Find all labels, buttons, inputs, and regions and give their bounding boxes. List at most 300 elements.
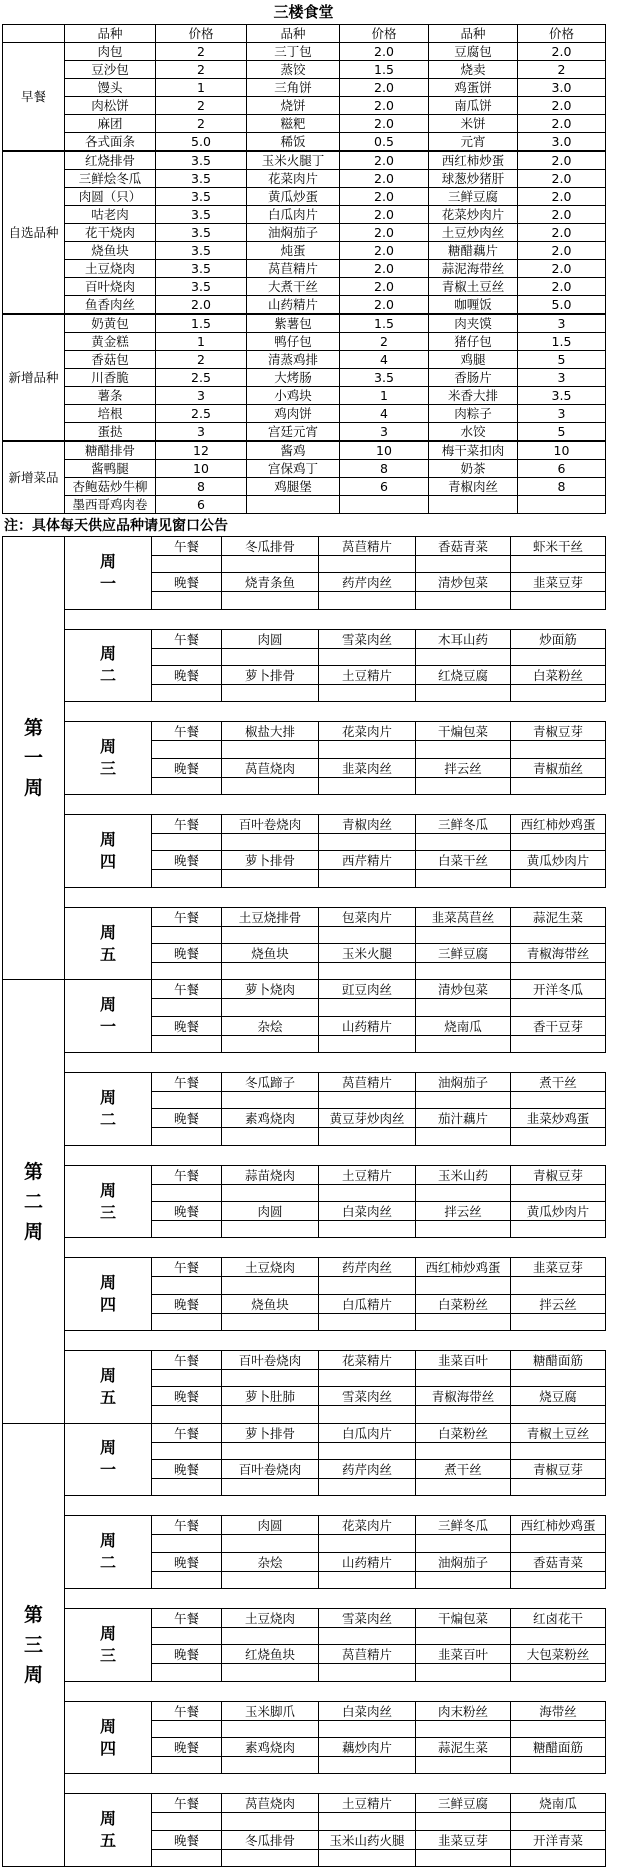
empty-cell	[319, 1757, 416, 1774]
dinner-label: 晚餐	[152, 1109, 222, 1128]
empty-cell	[152, 592, 222, 609]
item-price: 2.0	[340, 242, 429, 260]
empty-cell	[152, 1035, 222, 1052]
spacer-cell	[65, 1331, 606, 1351]
item-name: 花菜肉片	[247, 170, 340, 188]
day-label-char: 三	[99, 759, 116, 779]
dinner-label: 晚餐	[152, 1552, 222, 1571]
day-label-char: 周	[99, 1809, 116, 1829]
dish-cell: 百叶卷烧肉	[222, 815, 319, 834]
dish-cell: 烧鱼块	[222, 1294, 319, 1313]
empty-cell	[511, 1035, 606, 1052]
empty-cell	[416, 1406, 511, 1423]
empty-cell	[416, 1478, 511, 1495]
dish-cell: 白菜粉丝	[416, 1294, 511, 1313]
empty-cell	[511, 1221, 606, 1238]
empty-cell	[511, 963, 606, 980]
item-name: 大烤肠	[247, 369, 340, 387]
empty-cell	[152, 777, 222, 794]
item-price: 2.0	[340, 151, 429, 170]
dish-cell: 西芹精片	[319, 851, 416, 870]
item-name: 三角饼	[247, 79, 340, 97]
day-label-char: 周	[99, 551, 116, 571]
page-title: 三楼食堂	[273, 3, 334, 21]
item-name: 土豆炒肉丝	[429, 224, 518, 242]
day-label	[65, 907, 152, 980]
item-name: 黄金糕	[65, 333, 156, 351]
empty-cell	[152, 1277, 222, 1294]
empty-cell	[416, 1757, 511, 1774]
lunch-label: 午餐	[152, 1516, 222, 1535]
empty-cell	[511, 1757, 606, 1774]
menu-row	[3, 387, 606, 405]
item-price: 2.0	[340, 97, 429, 115]
section-label: 早餐	[3, 43, 65, 152]
spacer-cell	[65, 887, 606, 907]
item-price: 5	[518, 423, 606, 442]
dish-cell: 干煸包菜	[416, 1609, 511, 1628]
empty-cell	[511, 1442, 606, 1459]
day-label-char: 四	[99, 1738, 116, 1758]
empty-cell	[319, 834, 416, 851]
day-label-char: 周	[99, 644, 116, 664]
item-price: 2	[518, 61, 606, 79]
item-name: 奶黄包	[65, 314, 156, 333]
week-row	[3, 537, 606, 556]
item-price: 2.0	[340, 170, 429, 188]
empty-cell	[511, 777, 606, 794]
item-name: 稀饭	[247, 133, 340, 152]
dish-cell: 三鲜冬瓜	[416, 1516, 511, 1535]
empty-cell	[319, 684, 416, 701]
dish-cell: 开洋青菜	[511, 1830, 606, 1849]
item-price: 2.0	[518, 278, 606, 296]
day-label-char: 五	[99, 944, 116, 964]
spacer-cell	[65, 702, 606, 722]
spacer-cell	[65, 794, 606, 814]
dish-cell: 三鲜冬瓜	[416, 815, 511, 834]
item-name	[247, 496, 340, 514]
week-row	[3, 980, 606, 999]
empty-cell	[319, 870, 416, 887]
dish-cell: 花菜肉片	[319, 722, 416, 741]
day-label	[65, 1423, 152, 1496]
dish-cell: 黄瓜炒肉片	[511, 851, 606, 870]
day-label-char: 四	[99, 1295, 116, 1315]
item-price: 5.0	[518, 296, 606, 315]
item-price: 1	[156, 333, 247, 351]
item-price: 12	[156, 441, 247, 460]
item-name: 肉粽子	[429, 405, 518, 423]
menu-row	[3, 278, 606, 296]
dish-cell: 白瓜肉片	[319, 1423, 416, 1442]
day-label	[65, 815, 152, 888]
dish-cell: 油焖茄子	[416, 1073, 511, 1092]
empty-cell	[511, 1277, 606, 1294]
empty-cell	[152, 1478, 222, 1495]
item-price: 2	[156, 97, 247, 115]
dish-cell: 拌云丝	[511, 1294, 606, 1313]
menu-row	[3, 260, 606, 278]
empty-cell	[319, 1221, 416, 1238]
day-label-char: 周	[99, 1273, 116, 1293]
item-name: 清蒸鸡排	[247, 351, 340, 369]
item-price: 3	[518, 405, 606, 423]
empty-cell	[152, 1628, 222, 1645]
empty-cell	[222, 777, 319, 794]
item-price: 3.5	[156, 188, 247, 206]
item-price: 1	[156, 79, 247, 97]
dish-cell: 干煸包菜	[416, 722, 511, 741]
dish-cell: 椒盐大排	[222, 722, 319, 741]
week-row	[3, 609, 606, 629]
item-name: 紫薯包	[247, 314, 340, 333]
dish-cell: 白菜粉丝	[511, 665, 606, 684]
empty-cell	[152, 1813, 222, 1830]
dish-cell: 茄汁藕片	[416, 1109, 511, 1128]
dish-cell: 白菜粉丝	[416, 1423, 511, 1442]
empty-cell	[511, 1664, 606, 1681]
empty-cell	[319, 926, 416, 943]
dish-cell: 雪菜肉丝	[319, 1387, 416, 1406]
dish-cell: 藕炒肉片	[319, 1738, 416, 1757]
item-name: 油焖茄子	[247, 224, 340, 242]
dinner-label: 晚餐	[152, 758, 222, 777]
dinner-label: 晚餐	[152, 573, 222, 592]
dish-cell: 山药精片	[319, 1016, 416, 1035]
dish-cell: 冬瓜排骨	[222, 537, 319, 556]
dish-cell: 拌云丝	[416, 1202, 511, 1221]
empty-cell	[319, 1128, 416, 1145]
section-label: 新增菜品	[3, 441, 65, 514]
dish-cell: 萝卜肚肺	[222, 1387, 319, 1406]
item-name: 烧鱼块	[65, 242, 156, 260]
item-price: 10	[340, 441, 429, 460]
dish-cell: 玉米山药火腿	[319, 1830, 416, 1849]
dish-cell: 韭菜莴苣丝	[416, 907, 511, 926]
column-header: 价格	[156, 25, 247, 43]
empty-cell	[511, 1478, 606, 1495]
empty-cell	[222, 1849, 319, 1866]
empty-cell	[511, 926, 606, 943]
empty-cell	[152, 648, 222, 665]
menu-row	[3, 97, 606, 115]
menu-row	[3, 314, 606, 333]
menu-row	[3, 242, 606, 260]
week-row	[3, 815, 606, 834]
item-name: 烧卖	[429, 61, 518, 79]
item-name: 肉夹馍	[429, 314, 518, 333]
empty-cell	[152, 1184, 222, 1201]
empty-cell	[416, 1849, 511, 1866]
empty-cell	[222, 1035, 319, 1052]
item-price: 0.5	[340, 133, 429, 152]
item-name: 猪仔包	[429, 333, 518, 351]
item-name: 肉松饼	[65, 97, 156, 115]
week-row	[3, 794, 606, 814]
empty-cell	[222, 1128, 319, 1145]
empty-cell	[416, 963, 511, 980]
item-price: 2	[156, 43, 247, 61]
empty-cell	[319, 1720, 416, 1737]
dish-cell: 杂烩	[222, 1552, 319, 1571]
empty-cell	[152, 684, 222, 701]
dish-cell: 土豆精片	[319, 665, 416, 684]
day-label	[65, 1351, 152, 1424]
item-name: 培根	[65, 405, 156, 423]
dinner-label: 晚餐	[152, 1738, 222, 1757]
week-row	[3, 1165, 606, 1184]
empty-cell	[319, 1406, 416, 1423]
empty-cell	[222, 1442, 319, 1459]
item-name: 蛋挞	[65, 423, 156, 442]
item-price: 2.0	[518, 97, 606, 115]
empty-cell	[152, 1571, 222, 1588]
empty-cell	[152, 741, 222, 758]
item-name: 各式面条	[65, 133, 156, 152]
empty-cell	[319, 592, 416, 609]
item-price: 2.0	[518, 206, 606, 224]
empty-cell	[152, 1757, 222, 1774]
day-label-char: 五	[99, 1831, 116, 1851]
day-label	[65, 537, 152, 610]
week-row	[3, 1794, 606, 1813]
empty-cell	[222, 834, 319, 851]
empty-cell	[319, 1184, 416, 1201]
dish-cell: 素鸡烧肉	[222, 1738, 319, 1757]
dish-cell: 虾米干丝	[511, 537, 606, 556]
menu-row	[3, 423, 606, 442]
empty-cell	[511, 648, 606, 665]
dish-cell: 烧南瓜	[511, 1794, 606, 1813]
menu-row	[3, 441, 606, 460]
empty-cell	[416, 1184, 511, 1201]
item-name: 三丁包	[247, 43, 340, 61]
empty-cell	[152, 1313, 222, 1330]
lunch-label: 午餐	[152, 1701, 222, 1720]
empty-cell	[319, 1478, 416, 1495]
empty-cell	[416, 592, 511, 609]
dish-cell: 香菇青菜	[511, 1552, 606, 1571]
dish-cell: 糖醋面筋	[511, 1351, 606, 1370]
menu-row	[3, 79, 606, 97]
empty-cell	[511, 1370, 606, 1387]
item-name: 三鲜豆腐	[429, 188, 518, 206]
empty-cell	[222, 870, 319, 887]
empty-cell	[319, 777, 416, 794]
item-name: 肉包	[65, 43, 156, 61]
dinner-label: 晚餐	[152, 1645, 222, 1664]
dish-cell: 海带丝	[511, 1701, 606, 1720]
item-name: 蒜泥海带丝	[429, 260, 518, 278]
empty-cell	[222, 648, 319, 665]
day-label-char: 周	[99, 1180, 116, 1200]
item-price: 3	[156, 387, 247, 405]
empty-cell	[416, 1092, 511, 1109]
item-name: 香菇包	[65, 351, 156, 369]
empty-cell	[416, 648, 511, 665]
dish-cell: 韭菜豆芽	[511, 573, 606, 592]
dish-cell: 红烧鱼块	[222, 1645, 319, 1664]
item-name: 山药精片	[247, 296, 340, 315]
item-name: 青椒肉丝	[429, 478, 518, 496]
item-price: 6	[156, 496, 247, 514]
empty-cell	[222, 1628, 319, 1645]
item-name: 鸡腿堡	[247, 478, 340, 496]
lunch-label: 午餐	[152, 1351, 222, 1370]
item-name: 川香脆	[65, 369, 156, 387]
empty-cell	[319, 1849, 416, 1866]
item-price: 2.0	[518, 43, 606, 61]
dish-cell: 清炒包菜	[416, 980, 511, 999]
item-name: 肉圆（只）	[65, 188, 156, 206]
dish-cell: 青椒海带丝	[416, 1387, 511, 1406]
dish-cell: 药芹肉丝	[319, 1258, 416, 1277]
menu-row	[3, 43, 606, 61]
empty-cell	[319, 1535, 416, 1552]
empty-cell	[222, 1535, 319, 1552]
empty-cell	[152, 1535, 222, 1552]
dinner-label: 晚餐	[152, 1202, 222, 1221]
menu-row	[3, 351, 606, 369]
empty-cell	[416, 1535, 511, 1552]
dish-cell: 药芹肉丝	[319, 1459, 416, 1478]
item-price: 8	[518, 478, 606, 496]
day-label-char: 四	[99, 851, 116, 871]
item-name: 鸡腿	[429, 351, 518, 369]
item-name: 鸡肉饼	[247, 405, 340, 423]
item-name: 球葱炒猪肝	[429, 170, 518, 188]
empty-cell	[416, 1035, 511, 1052]
empty-cell	[416, 1720, 511, 1737]
empty-cell	[416, 834, 511, 851]
item-name: 豆腐包	[429, 43, 518, 61]
empty-cell	[416, 684, 511, 701]
day-label-char: 一	[99, 1017, 116, 1037]
item-name: 小鸡块	[247, 387, 340, 405]
week-row	[3, 1073, 606, 1092]
dish-cell: 青椒豆芽	[511, 1165, 606, 1184]
item-name: 杏鲍菇炒牛柳	[65, 478, 156, 496]
dish-cell: 肉圆	[222, 1516, 319, 1535]
item-price: 2.0	[340, 260, 429, 278]
section-label: 自选品种	[3, 151, 65, 314]
item-name: 三鲜烩冬瓜	[65, 170, 156, 188]
dinner-label: 晚餐	[152, 851, 222, 870]
dish-cell: 韭菜豆芽	[416, 1830, 511, 1849]
item-price: 4	[340, 351, 429, 369]
header-blank	[3, 25, 65, 43]
dish-cell: 莴苣烧肉	[222, 758, 319, 777]
dinner-label: 晚餐	[152, 1387, 222, 1406]
item-price: 5.0	[156, 133, 247, 152]
dish-cell: 木耳山药	[416, 629, 511, 648]
week-label	[3, 1423, 65, 1866]
day-label-char: 周	[99, 1531, 116, 1551]
empty-cell	[511, 1720, 606, 1737]
day-label	[65, 1165, 152, 1238]
empty-cell	[222, 1720, 319, 1737]
empty-cell	[319, 1313, 416, 1330]
menu-row	[3, 296, 606, 315]
price-table	[2, 24, 606, 514]
empty-cell	[152, 556, 222, 573]
item-price: 3.5	[518, 387, 606, 405]
item-name: 红烧排骨	[65, 151, 156, 170]
item-name: 西红柿炒蛋	[429, 151, 518, 170]
empty-cell	[152, 1442, 222, 1459]
dish-cell: 油焖茄子	[416, 1552, 511, 1571]
item-price: 3.0	[518, 133, 606, 152]
empty-cell	[222, 556, 319, 573]
empty-cell	[222, 963, 319, 980]
dish-cell: 百叶卷烧肉	[222, 1459, 319, 1478]
column-header: 品种	[247, 25, 340, 43]
week-row	[3, 1145, 606, 1165]
item-price: 3.0	[518, 79, 606, 97]
item-price: 3	[340, 423, 429, 442]
week-row	[3, 887, 606, 907]
spacer-cell	[65, 1681, 606, 1701]
dish-cell: 三鲜豆腐	[416, 944, 511, 963]
empty-cell	[222, 1757, 319, 1774]
empty-cell	[222, 1184, 319, 1201]
item-name: 鸡蛋饼	[429, 79, 518, 97]
item-name: 馒头	[65, 79, 156, 97]
item-price: 3.5	[156, 170, 247, 188]
day-label-char: 周	[99, 829, 116, 849]
dish-cell: 韭菜炒鸡蛋	[511, 1109, 606, 1128]
dish-cell: 萝卜排骨	[222, 665, 319, 684]
day-label-char: 一	[99, 573, 116, 593]
dish-cell: 韭菜肉丝	[319, 758, 416, 777]
menu-row	[3, 188, 606, 206]
dish-cell: 雪菜肉丝	[319, 629, 416, 648]
week-row	[3, 1496, 606, 1516]
spacer-cell	[65, 1774, 606, 1794]
item-price: 2	[156, 115, 247, 133]
item-price: 2.0	[340, 43, 429, 61]
empty-cell	[319, 1092, 416, 1109]
day-label-char: 周	[99, 922, 116, 942]
lunch-label: 午餐	[152, 537, 222, 556]
dish-cell: 三鲜豆腐	[416, 1794, 511, 1813]
empty-cell	[152, 870, 222, 887]
day-label-char: 二	[99, 666, 116, 686]
empty-cell	[152, 1720, 222, 1737]
dish-cell: 山药精片	[319, 1552, 416, 1571]
day-label-char: 周	[99, 1365, 116, 1385]
empty-cell	[319, 1035, 416, 1052]
day-label	[65, 1073, 152, 1146]
dish-cell: 豇豆肉丝	[319, 980, 416, 999]
empty-cell	[222, 1571, 319, 1588]
dish-cell: 花菜肉片	[319, 1516, 416, 1535]
dish-cell: 红烧豆腐	[416, 665, 511, 684]
item-price: 2.0	[340, 206, 429, 224]
empty-cell	[319, 1664, 416, 1681]
week-label-char: 第	[23, 1603, 43, 1626]
week-label	[3, 537, 65, 980]
item-price: 2.0	[340, 278, 429, 296]
day-label-char: 二	[99, 1553, 116, 1573]
dish-cell: 白瓜精片	[319, 1294, 416, 1313]
item-name: 香肠片	[429, 369, 518, 387]
empty-cell	[152, 1664, 222, 1681]
item-price: 2.5	[156, 369, 247, 387]
day-label-char: 周	[99, 1438, 116, 1458]
spacer-cell	[65, 1238, 606, 1258]
